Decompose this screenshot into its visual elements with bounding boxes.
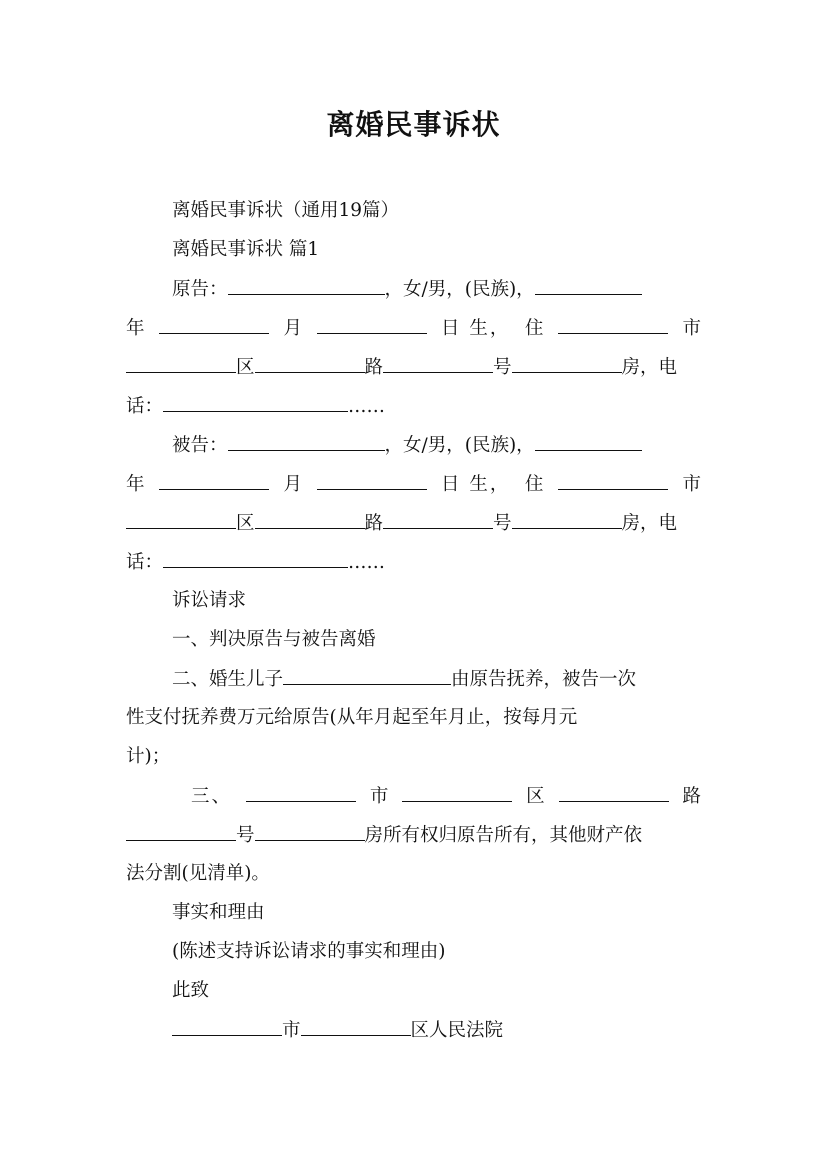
defendant-line-1	[172, 430, 701, 460]
room-label: 房，电	[621, 513, 678, 534]
road-label: 路	[364, 513, 384, 534]
plaintiff-name-blank	[228, 274, 385, 295]
claims-heading: 诉讼请求	[172, 590, 247, 611]
claim-2-line-2: 性支付抚养费万元给原告(从年月起至年月止，按每月元	[126, 707, 578, 728]
month-blank	[317, 469, 427, 490]
tel-blank	[163, 547, 348, 568]
tel-blank	[163, 391, 348, 412]
district-blank	[255, 352, 365, 373]
claim3-district-blank	[402, 781, 512, 802]
month-blank	[317, 313, 427, 334]
number-blank	[512, 352, 622, 373]
claim3-rest: 房所有权归原告所有，其他财产依	[364, 825, 643, 846]
claim-3-prefix: 三、	[191, 786, 233, 807]
claim-3-line-2	[126, 820, 701, 850]
claim3-road-label: 路	[682, 786, 701, 807]
plaintiff-line-3	[126, 352, 701, 382]
claim-2	[172, 664, 701, 694]
year-blank	[159, 469, 269, 490]
defendant-nation-blank	[535, 430, 642, 451]
road-blank	[383, 508, 493, 529]
month-label: 月	[283, 318, 303, 339]
court-line	[172, 1015, 701, 1045]
number-label: 号	[493, 513, 512, 534]
city-label: 市	[682, 318, 701, 339]
plaintiff-line-4	[126, 391, 701, 421]
claim-2-line-3: 计)；	[126, 746, 171, 767]
room-label: 房，电	[621, 357, 678, 378]
number-label: 号	[493, 357, 512, 378]
year-blank	[159, 313, 269, 334]
district-label: 区	[236, 357, 255, 378]
subtitle: 离婚民事诉状（通用19篇）	[172, 200, 400, 221]
court-district-blank	[301, 1015, 411, 1036]
claim-2-prefix: 二、婚生儿子	[172, 669, 284, 690]
road-blank	[383, 352, 493, 373]
claim-1: 一、判决原告与被告离婚	[172, 629, 376, 650]
year-label: 年	[126, 318, 145, 339]
defendant-gender: ，女/男，(民族)，	[384, 435, 535, 456]
court-name: 区人民法院	[410, 1020, 504, 1041]
plaintiff-line-2	[126, 313, 701, 343]
day-label: 日 生，	[441, 474, 511, 495]
road-label: 路	[364, 357, 384, 378]
claim3-number-label: 号	[236, 825, 255, 846]
live-blank	[558, 313, 668, 334]
live-label: 住	[524, 474, 544, 495]
closing: 此致	[172, 980, 210, 1001]
tel-label: 话：	[126, 552, 164, 573]
city-blank	[126, 352, 236, 373]
court-city-label: 市	[282, 1020, 301, 1041]
claim3-city-label: 市	[369, 786, 389, 807]
court-city-blank	[172, 1015, 282, 1036]
year-label: 年	[126, 474, 145, 495]
defendant-label: 被告：	[172, 435, 228, 456]
plaintiff-label: 原告：	[172, 279, 228, 300]
facts-note: (陈述支持诉讼请求的事实和理由)	[172, 941, 446, 962]
plaintiff-gender: ，女/男，(民族)，	[384, 279, 535, 300]
defendant-line-3	[126, 508, 701, 538]
number-blank	[512, 508, 622, 529]
claim3-road-blank-2	[126, 820, 236, 841]
claim3-district-label: 区	[526, 786, 545, 807]
claim3-number-blank	[255, 820, 365, 841]
ellipsis: ……	[348, 552, 386, 573]
ellipsis: ……	[348, 396, 386, 417]
live-blank	[558, 469, 668, 490]
claim3-city-blank	[246, 781, 356, 802]
defendant-name-blank	[228, 430, 385, 451]
city-label: 市	[682, 474, 701, 495]
district-blank	[255, 508, 365, 529]
claim-3-line-3: 法分割(见清单)。	[126, 863, 270, 884]
claim-2-suffix: 由原告抚养，被告一次	[451, 669, 637, 690]
section-heading: 离婚民事诉状 篇1	[172, 239, 320, 260]
month-label: 月	[283, 474, 303, 495]
defendant-line-4	[126, 547, 701, 577]
document-title: 离婚民事诉状	[326, 108, 501, 141]
district-label: 区	[236, 513, 255, 534]
live-label: 住	[524, 318, 544, 339]
claim-3	[191, 781, 701, 811]
claim3-road-blank	[559, 781, 669, 802]
plaintiff-nation-blank	[535, 274, 642, 295]
city-blank	[126, 508, 236, 529]
plaintiff-line-1	[172, 274, 701, 304]
day-label: 日 生，	[441, 318, 511, 339]
defendant-line-2	[126, 469, 701, 499]
facts-heading: 事实和理由	[172, 902, 265, 923]
son-name-blank	[283, 664, 451, 685]
tel-label: 话：	[126, 396, 164, 417]
